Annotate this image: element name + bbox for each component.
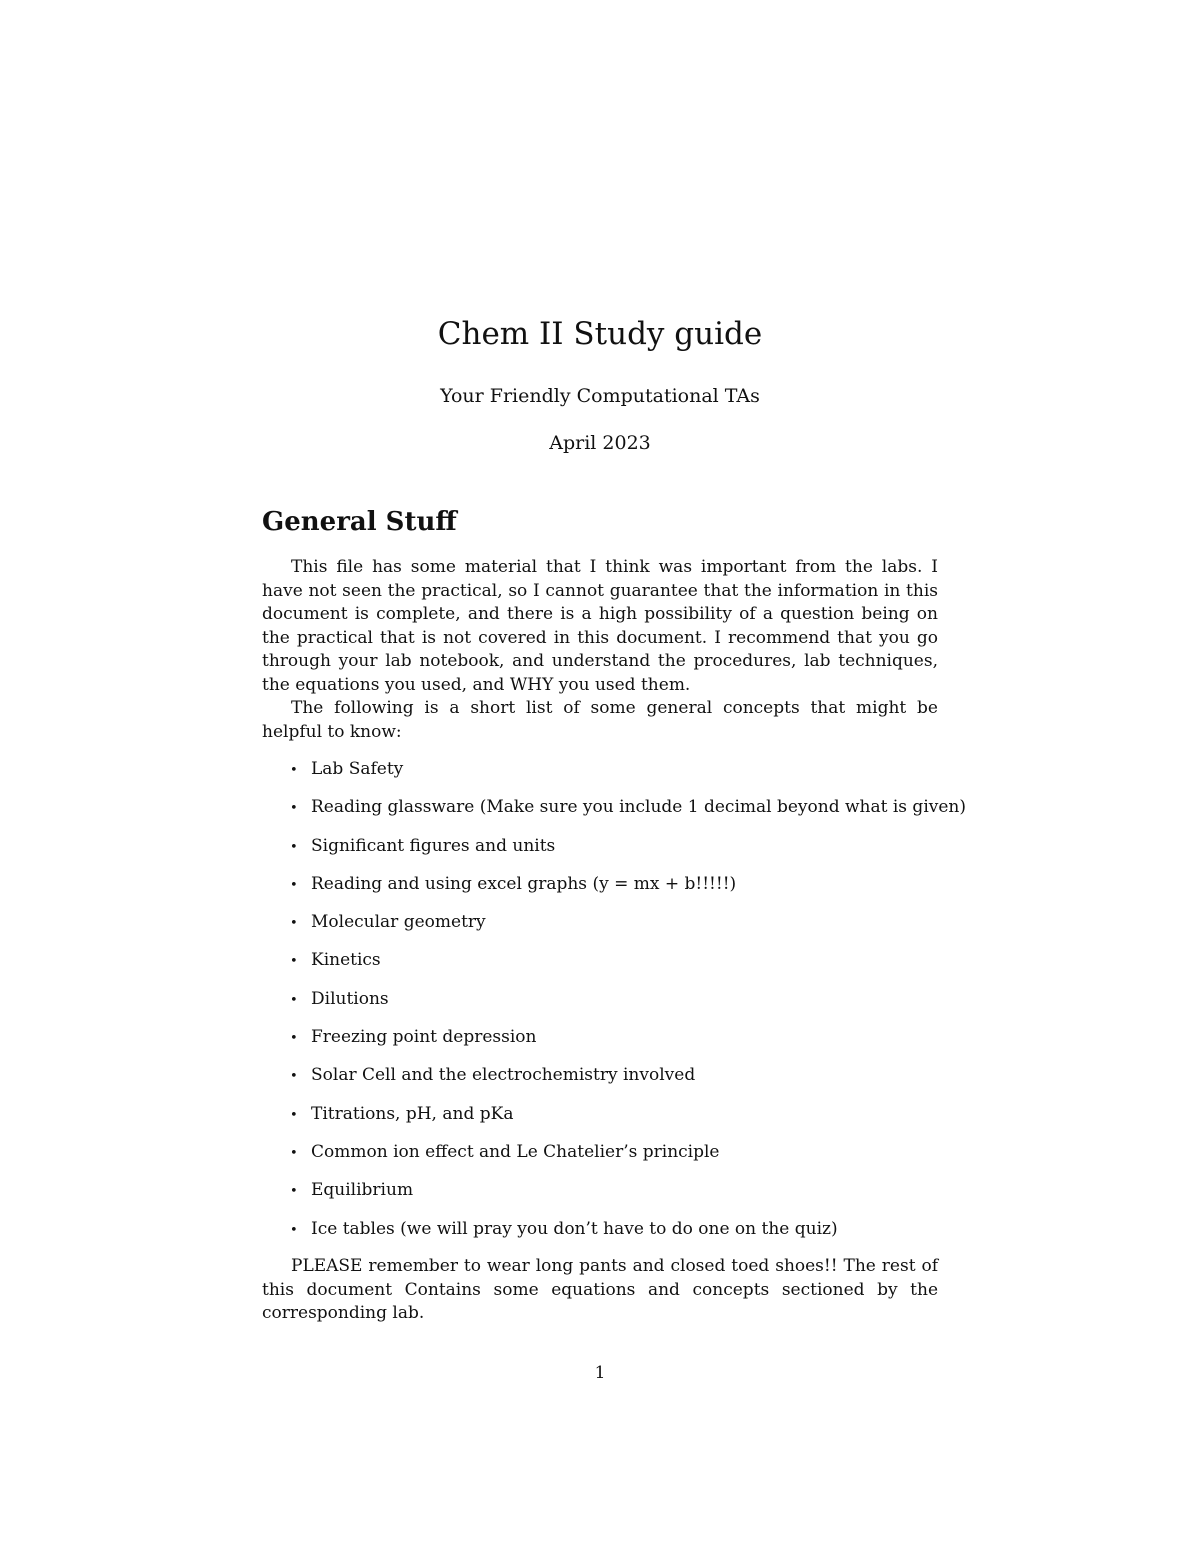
section-heading: General Stuff	[262, 507, 457, 537]
list-item	[290, 834, 966, 872]
list-item-text: Kinetics	[311, 950, 381, 971]
list-item-text: Freezing point depression	[311, 1027, 537, 1048]
list-item-text: Lab Safety	[311, 759, 404, 779]
bullet-icon: •	[290, 1145, 298, 1161]
bullet-icon: •	[290, 1184, 298, 1200]
bullet-icon: •	[290, 1222, 298, 1238]
list-item	[290, 1217, 966, 1255]
bullet-icon: •	[290, 992, 298, 1008]
document-date: April 2023	[549, 432, 651, 454]
list-intro-paragraph: The following is a short list of some general concepts that might be helpful to know:	[262, 698, 938, 742]
list-item	[290, 910, 966, 948]
document-title: Chem II Study guide	[437, 316, 763, 352]
page-number: 1	[594, 1363, 606, 1383]
list-item-text: Titrations, pH, and pKa	[311, 1103, 514, 1124]
bullet-icon: •	[290, 1031, 298, 1047]
list-item-text: Ice tables (we will pray you don’t have to do one on the quiz)	[311, 1218, 838, 1239]
bullet-icon: •	[290, 801, 298, 817]
bullet-icon: •	[290, 954, 298, 970]
list-item	[290, 1102, 966, 1140]
list-item	[290, 1140, 966, 1178]
bullet-icon: •	[290, 1107, 298, 1123]
list-item	[290, 872, 966, 910]
list-item	[290, 948, 966, 986]
list-item	[290, 987, 966, 1025]
list-item	[290, 1178, 966, 1216]
list-item-text: Significant figures and units	[311, 835, 556, 856]
list-item-text: Dilutions	[311, 988, 389, 1009]
list-item	[290, 1025, 966, 1063]
bullet-icon: •	[290, 916, 298, 932]
bullet-icon: •	[290, 763, 298, 778]
intro-paragraph: This file has some material that I think was important from the labs. I have not seen the practical, so I cannot guarantee that the information in this document is complete, and there is a high possibility of a question being on the practical that is not covered in this document. I recommend that you go through your lab notebook, and understand the procedures, lab techniques, the equations you used, and WHY you used them.	[262, 557, 938, 695]
list-item-text: Equilibrium	[311, 1180, 414, 1201]
bullet-icon: •	[290, 1069, 298, 1085]
list-item-text: Reading glassware (Make sure you include 1 decimal beyond what is given)	[311, 797, 966, 818]
document-author: Your Friendly Computational TAs	[440, 385, 760, 407]
list-item-text: Solar Cell and the electrochemistry involved	[311, 1065, 696, 1086]
list-item	[290, 757, 966, 795]
list-item	[290, 795, 966, 833]
list-item	[290, 1063, 966, 1101]
bullet-icon: •	[290, 877, 298, 893]
concept-list	[290, 757, 966, 1255]
list-item-text: Reading and using excel graphs (y = mx + b!!!!!)	[311, 873, 737, 894]
bullet-icon: •	[290, 839, 298, 855]
list-item-text: Common ion effect and Le Chatelier’s principle	[311, 1141, 720, 1162]
closing-paragraph: PLEASE remember to wear long pants and closed toed shoes!! The rest of this document Contains some equations and concepts sectioned by the corresponding lab.	[262, 1256, 938, 1323]
list-item-text: Molecular geometry	[311, 912, 486, 933]
